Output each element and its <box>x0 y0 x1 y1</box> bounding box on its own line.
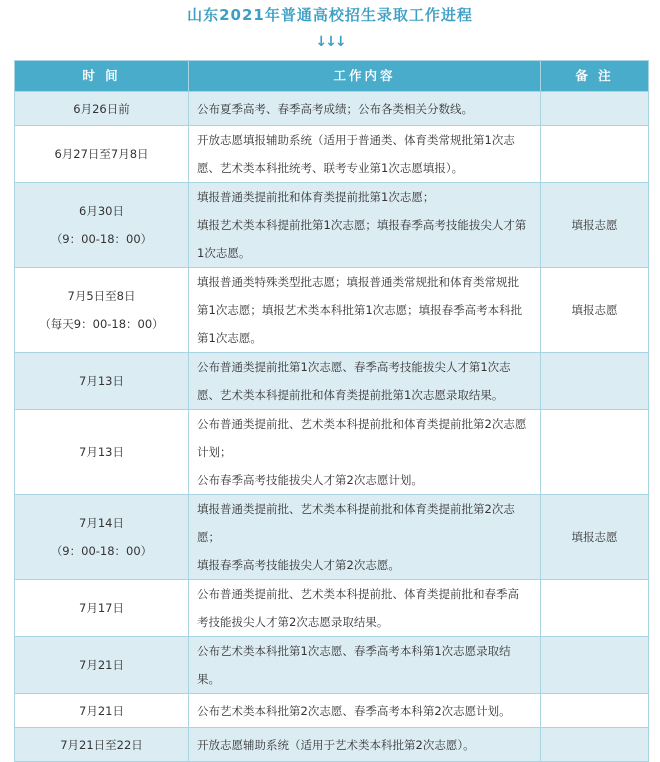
time-line: 7月14日 <box>79 516 124 530</box>
cell-note <box>541 728 649 762</box>
content-line: 愿； <box>197 530 220 544</box>
table-header-row <box>15 61 649 92</box>
cell-note <box>541 92 649 126</box>
content-line: 公布夏季高考、春季高考成绩；公布各类相关分数线。 <box>197 101 473 116</box>
time-line: （9：00-18：00） <box>50 544 153 558</box>
content-line: 填报普通类提前批、艺术类本科提前批和体育类提前批第2次志 <box>197 502 515 516</box>
cell-content <box>189 694 541 728</box>
cell-note: 填报志愿 <box>541 183 649 268</box>
content-line: 第1次志愿。 <box>197 331 262 345</box>
table-row <box>15 92 649 126</box>
content-line: 开放志愿辅助系统（适用于艺术类本科批第2次志愿）。 <box>197 737 475 752</box>
cell-time <box>15 92 189 126</box>
content-line: 果。 <box>197 672 220 686</box>
content-line: 1次志愿。 <box>197 246 251 260</box>
content-line: 填报艺术类本科提前批第1次志愿；填报春季高考技能拔尖人才第 <box>197 218 527 232</box>
down-arrows-icon: ↓↓↓ <box>315 34 345 50</box>
content-line: 填报春季高考技能拔尖人才第2次志愿。 <box>197 558 400 572</box>
table-row <box>15 580 649 637</box>
schedule-table <box>14 60 649 762</box>
time-line: （9：00-18：00） <box>50 232 153 246</box>
cell-time <box>15 126 189 183</box>
header-note: 备 注 <box>541 61 649 92</box>
table-row <box>15 126 649 183</box>
cell-time <box>15 580 189 637</box>
cell-time <box>15 353 189 410</box>
header-content: 工作内容 <box>189 61 541 92</box>
cell-content <box>189 637 541 694</box>
content-line: 公布艺术类本科批第1次志愿、春季高考本科第1次志愿录取结 <box>197 644 511 658</box>
table-row <box>15 183 649 268</box>
table-row <box>15 268 649 353</box>
cell-time <box>15 637 189 694</box>
header-time: 时 间 <box>15 61 189 92</box>
time-line: 6月30日 <box>79 204 124 218</box>
cell-time <box>15 728 189 762</box>
cell-content <box>189 92 541 126</box>
content-line: 公布艺术类本科批第2次志愿、春季高考本科第2次志愿计划。 <box>197 703 511 718</box>
cell-note <box>541 353 649 410</box>
table-row <box>15 410 649 495</box>
cell-content <box>189 353 541 410</box>
content-line: 填报普通类提前批和体育类提前批第1次志愿； <box>197 190 435 204</box>
content-line: 公布普通类提前批第1次志愿、春季高考技能拔尖人才第1次志 <box>197 360 511 374</box>
table-row <box>15 728 649 762</box>
content-line: 填报普通类特殊类型批志愿；填报普通类常规批和体育类常规批 <box>197 275 519 289</box>
cell-time <box>15 183 189 268</box>
time-line: 7月21日 <box>79 703 124 718</box>
cell-content <box>189 495 541 580</box>
cell-time <box>15 495 189 580</box>
content-line: 计划； <box>197 445 232 459</box>
time-line: （每天9：00-18：00） <box>39 317 164 331</box>
cell-note <box>541 410 649 495</box>
cell-note <box>541 126 649 183</box>
time-line: 7月5日至8日 <box>67 289 136 303</box>
content-line: 公布普通类提前批、艺术类本科提前批、体育类提前批和春季高 <box>197 587 519 601</box>
cell-content <box>189 580 541 637</box>
content-line: 愿、艺术类本科批统考、联考专业第1次志愿填报）。 <box>197 161 464 175</box>
content-line: 愿、艺术类本科提前批和体育类提前批第1次志愿录取结果。 <box>197 388 504 402</box>
table-row <box>15 353 649 410</box>
table-row <box>15 495 649 580</box>
content-line: 公布春季高考技能拔尖人才第2次志愿计划。 <box>197 473 423 487</box>
cell-content <box>189 410 541 495</box>
time-line: 7月17日 <box>79 601 124 615</box>
content-line: 公布普通类提前批、艺术类本科提前批和体育类提前批第2次志愿 <box>197 417 527 431</box>
cell-note <box>541 694 649 728</box>
cell-time <box>15 268 189 353</box>
cell-note: 填报志愿 <box>541 268 649 353</box>
cell-content <box>189 728 541 762</box>
cell-note <box>541 580 649 637</box>
time-line: 7月21日至22日 <box>60 737 143 752</box>
content-line: 开放志愿填报辅助系统（适用于普通类、体育类常规批第1次志 <box>197 133 515 147</box>
time-line: 6月26日前 <box>73 101 130 116</box>
time-line: 7月13日 <box>79 445 124 459</box>
cell-note <box>541 637 649 694</box>
cell-content <box>189 268 541 353</box>
time-line: 7月13日 <box>79 374 124 388</box>
time-line: 7月21日 <box>79 658 124 672</box>
page-title: 山东2021年普通高校招生录取工作进程 <box>187 6 473 24</box>
cell-content <box>189 183 541 268</box>
cell-note: 填报志愿 <box>541 495 649 580</box>
time-line: 6月27日至7月8日 <box>54 147 149 161</box>
cell-time <box>15 694 189 728</box>
table-row <box>15 694 649 728</box>
cell-time <box>15 410 189 495</box>
cell-content <box>189 126 541 183</box>
table-row <box>15 637 649 694</box>
content-line: 第1次志愿；填报艺术类本科批第1次志愿；填报春季高考本科批 <box>197 303 523 317</box>
content-line: 考技能拔尖人才第2次志愿录取结果。 <box>197 615 389 629</box>
